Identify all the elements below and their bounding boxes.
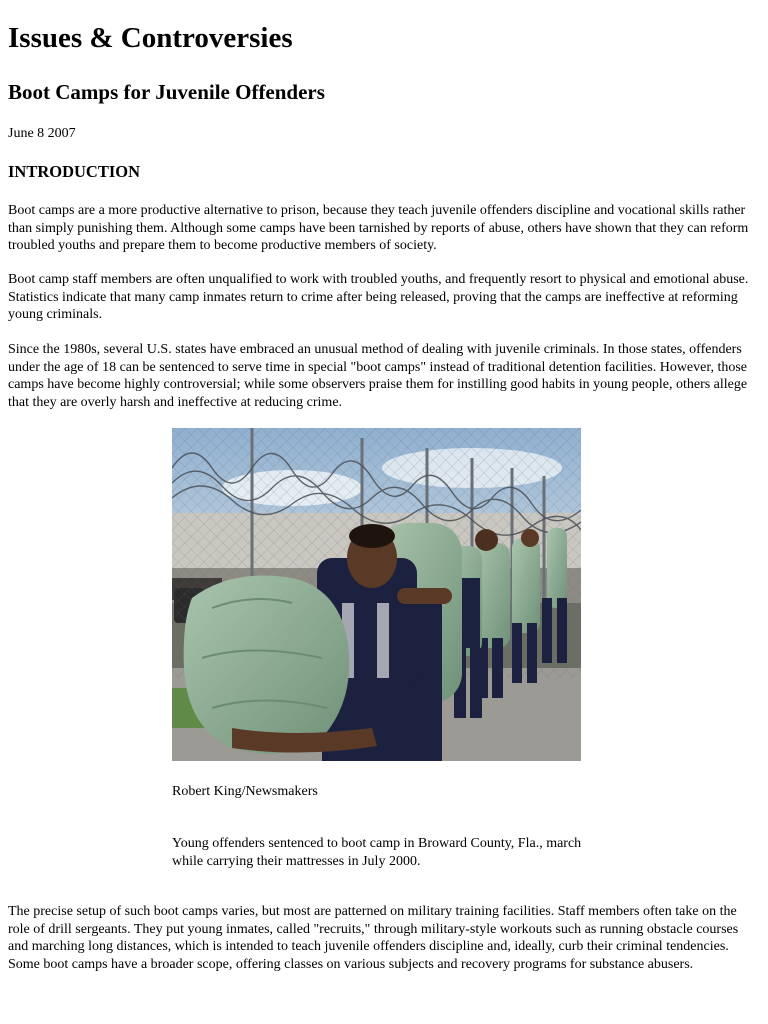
body-paragraph-setup: The precise setup of such boot camps varies, but most are patterned on military training facilities. Staff members often take on the role of drill sergeants. They put young inmates, called "recruits," through military-style workouts such as running obstacle courses and marching long distances, which is intended to teach juvenile offenders discipline and, ideally, curb their criminal tendencies. Some boot camps have a broader scope, offering classes on various subjects and recovery programs for substance abusers. bbox=[8, 904, 739, 972]
site-title: Issues & Controversies bbox=[8, 22, 293, 54]
intro-paragraph-overview: Since the 1980s, several U.S. states have embraced an unusual method of dealing with juvenile criminals. In those states, offenders under the age of 18 can be sentenced to serve time in special "boot camps" instead of traditional detention facilities. However, those camps have become highly controversial; while some observers praise them for instilling good habits in young people, others allege that they are overly harsh and ineffective at reducing crime. bbox=[8, 342, 748, 410]
section-heading-introduction: INTRODUCTION bbox=[8, 162, 141, 181]
article-title: Boot Camps for Juvenile Offenders bbox=[8, 80, 325, 104]
photo-caption: Young offenders sentenced to boot camp in Broward County, Fla., march while carrying their mattresses in July 2000. bbox=[172, 836, 582, 869]
photo-credit: Robert King/Newsmakers bbox=[172, 784, 318, 799]
intro-paragraph-pro: Boot camps are a more productive alternative to prison, because they teach juvenile offenders discipline and vocational skills rather than simply punishing them. Although some camps have been tarnished by reports of abuse, others have shown that they can reform troubled youths and prepare them to become productive members of society. bbox=[8, 203, 749, 254]
intro-paragraph-con: Boot camp staff members are often unqualified to work with troubled youths, and frequently resort to physical and emotional abuse. Statistics indicate that many camp inmates return to crime after being released, proving that the camps are ineffective at reforming young criminals. bbox=[8, 272, 749, 323]
article-date: June 8 2007 bbox=[8, 126, 76, 141]
boot-camp-photo bbox=[172, 428, 581, 761]
